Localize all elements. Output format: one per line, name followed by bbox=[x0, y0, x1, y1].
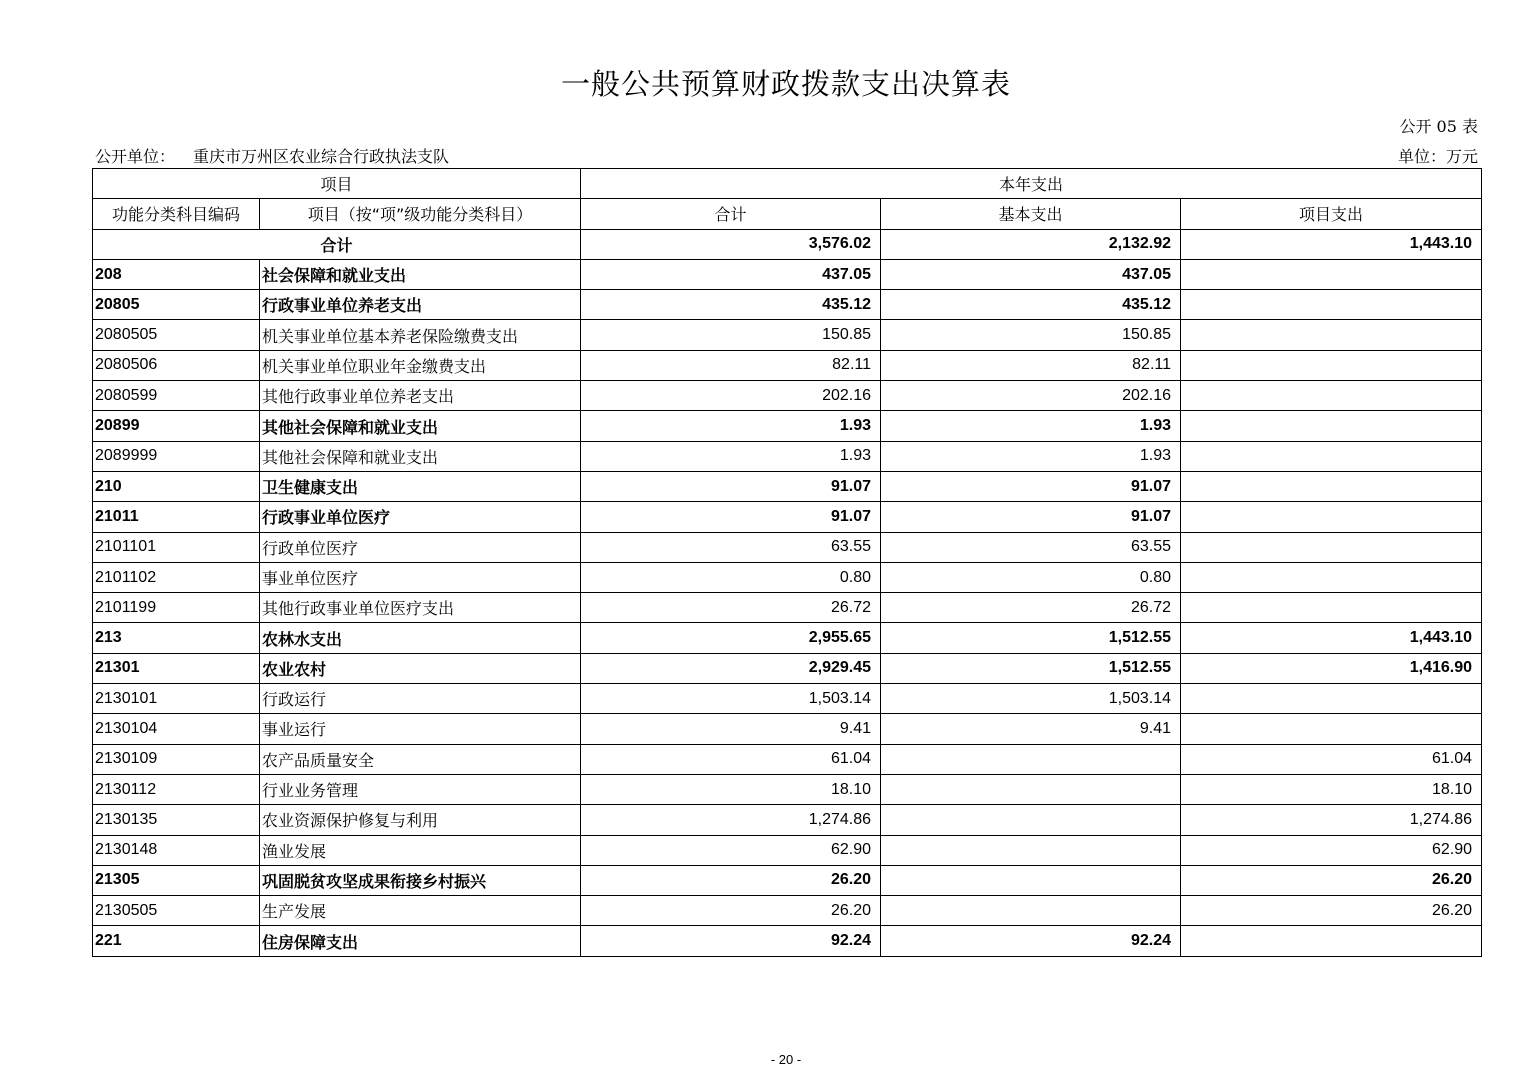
row-code: 21011 bbox=[93, 502, 260, 532]
total-row-basic: 2,132.92 bbox=[881, 229, 1181, 259]
row-code: 2080505 bbox=[93, 320, 260, 350]
table-row bbox=[93, 623, 1482, 653]
row-total: 1.93 bbox=[581, 441, 881, 471]
row-total: 91.07 bbox=[581, 471, 881, 501]
row-name: 社会保障和就业支出 bbox=[260, 259, 581, 289]
row-basic: 1,512.55 bbox=[881, 653, 1181, 683]
row-name: 渔业发展 bbox=[260, 835, 581, 865]
row-project bbox=[1181, 926, 1482, 956]
row-project bbox=[1181, 411, 1482, 441]
row-basic: 91.07 bbox=[881, 471, 1181, 501]
table-row bbox=[93, 411, 1482, 441]
row-total: 26.20 bbox=[581, 896, 881, 926]
row-name: 其他行政事业单位养老支出 bbox=[260, 381, 581, 411]
row-basic: 82.11 bbox=[881, 350, 1181, 380]
row-name: 其他行政事业单位医疗支出 bbox=[260, 593, 581, 623]
total-row-total: 3,576.02 bbox=[581, 229, 881, 259]
table-row bbox=[93, 774, 1482, 804]
table-row bbox=[93, 653, 1482, 683]
row-code: 20805 bbox=[93, 290, 260, 320]
row-name: 农林水支出 bbox=[260, 623, 581, 653]
row-code: 2130109 bbox=[93, 744, 260, 774]
row-total: 1,274.86 bbox=[581, 805, 881, 835]
row-name: 机关事业单位职业年金缴费支出 bbox=[260, 350, 581, 380]
row-project: 18.10 bbox=[1181, 774, 1482, 804]
row-name: 行业业务管理 bbox=[260, 774, 581, 804]
header-total: 合计 bbox=[581, 199, 881, 229]
row-name: 事业运行 bbox=[260, 714, 581, 744]
table-row bbox=[93, 532, 1482, 562]
row-code: 221 bbox=[93, 926, 260, 956]
row-total: 26.72 bbox=[581, 593, 881, 623]
table-row bbox=[93, 684, 1482, 714]
row-code: 2089999 bbox=[93, 441, 260, 471]
header-current-year: 本年支出 bbox=[581, 169, 1482, 199]
currency-unit: 单位：万元 bbox=[1397, 147, 1478, 166]
table-row bbox=[93, 926, 1482, 956]
row-code: 2130148 bbox=[93, 835, 260, 865]
row-total: 26.20 bbox=[581, 865, 881, 895]
row-project bbox=[1181, 593, 1482, 623]
row-basic bbox=[881, 774, 1181, 804]
table-row bbox=[93, 441, 1482, 471]
row-project bbox=[1181, 502, 1482, 532]
row-total: 91.07 bbox=[581, 502, 881, 532]
header-row-2 bbox=[93, 199, 1482, 229]
row-code: 2101101 bbox=[93, 532, 260, 562]
row-code: 208 bbox=[93, 259, 260, 289]
row-total: 1,503.14 bbox=[581, 684, 881, 714]
row-code: 2130101 bbox=[93, 684, 260, 714]
header-row-1 bbox=[93, 169, 1482, 199]
page-title: 一般公共预算财政拨款支出决算表 bbox=[560, 67, 1011, 101]
row-total: 9.41 bbox=[581, 714, 881, 744]
row-basic: 1,512.55 bbox=[881, 623, 1181, 653]
row-project: 26.20 bbox=[1181, 865, 1482, 895]
row-project bbox=[1181, 350, 1482, 380]
row-project bbox=[1181, 684, 1482, 714]
row-project: 1,443.10 bbox=[1181, 623, 1482, 653]
table-row bbox=[93, 896, 1482, 926]
row-basic bbox=[881, 744, 1181, 774]
row-name: 卫生健康支出 bbox=[260, 471, 581, 501]
row-basic: 1.93 bbox=[881, 441, 1181, 471]
row-total: 62.90 bbox=[581, 835, 881, 865]
reporting-unit bbox=[95, 144, 449, 167]
header-item: 项目 bbox=[93, 169, 581, 199]
form-number: 公开 05 表 bbox=[1399, 117, 1478, 136]
row-code: 2101102 bbox=[93, 562, 260, 592]
table-row bbox=[93, 502, 1482, 532]
row-project bbox=[1181, 259, 1482, 289]
row-name: 行政事业单位医疗 bbox=[260, 502, 581, 532]
table-row bbox=[93, 350, 1482, 380]
row-project: 26.20 bbox=[1181, 896, 1482, 926]
row-project bbox=[1181, 532, 1482, 562]
table-row bbox=[93, 562, 1482, 592]
row-basic: 150.85 bbox=[881, 320, 1181, 350]
row-name: 住房保障支出 bbox=[260, 926, 581, 956]
row-project bbox=[1181, 471, 1482, 501]
row-total: 92.24 bbox=[581, 926, 881, 956]
row-name: 行政单位医疗 bbox=[260, 532, 581, 562]
row-total: 61.04 bbox=[581, 744, 881, 774]
row-code: 2130135 bbox=[93, 805, 260, 835]
row-name: 生产发展 bbox=[260, 896, 581, 926]
row-basic bbox=[881, 896, 1181, 926]
row-total: 0.80 bbox=[581, 562, 881, 592]
row-code: 2130112 bbox=[93, 774, 260, 804]
row-name: 巩固脱贫攻坚成果衔接乡村振兴 bbox=[260, 865, 581, 895]
table-row bbox=[93, 259, 1482, 289]
table-row bbox=[93, 865, 1482, 895]
row-project: 61.04 bbox=[1181, 744, 1482, 774]
row-code: 21305 bbox=[93, 865, 260, 895]
row-basic: 1,503.14 bbox=[881, 684, 1181, 714]
row-name: 行政运行 bbox=[260, 684, 581, 714]
row-basic: 26.72 bbox=[881, 593, 1181, 623]
table-row bbox=[93, 471, 1482, 501]
header-code: 功能分类科目编码 bbox=[93, 199, 260, 229]
row-basic: 435.12 bbox=[881, 290, 1181, 320]
table-row bbox=[93, 320, 1482, 350]
row-basic bbox=[881, 865, 1181, 895]
row-name: 机关事业单位基本养老保险缴费支出 bbox=[260, 320, 581, 350]
row-name: 农产品质量安全 bbox=[260, 744, 581, 774]
row-project: 62.90 bbox=[1181, 835, 1482, 865]
row-total: 435.12 bbox=[581, 290, 881, 320]
row-basic: 202.16 bbox=[881, 381, 1181, 411]
row-basic: 437.05 bbox=[881, 259, 1181, 289]
row-basic: 0.80 bbox=[881, 562, 1181, 592]
row-basic: 1.93 bbox=[881, 411, 1181, 441]
row-total: 1.93 bbox=[581, 411, 881, 441]
row-basic bbox=[881, 835, 1181, 865]
row-code: 2080506 bbox=[93, 350, 260, 380]
row-code: 2080599 bbox=[93, 381, 260, 411]
row-name: 其他社会保障和就业支出 bbox=[260, 441, 581, 471]
row-code: 2130505 bbox=[93, 896, 260, 926]
expenditure-table bbox=[92, 168, 1482, 957]
row-project bbox=[1181, 290, 1482, 320]
table-row bbox=[93, 835, 1482, 865]
row-code: 213 bbox=[93, 623, 260, 653]
table-row bbox=[93, 381, 1482, 411]
row-project bbox=[1181, 562, 1482, 592]
row-code: 20899 bbox=[93, 411, 260, 441]
page-number: - 20 - bbox=[770, 1052, 802, 1067]
header-project: 项目支出 bbox=[1181, 199, 1482, 229]
row-basic: 92.24 bbox=[881, 926, 1181, 956]
row-name: 行政事业单位养老支出 bbox=[260, 290, 581, 320]
row-project: 1,416.90 bbox=[1181, 653, 1482, 683]
row-total: 63.55 bbox=[581, 532, 881, 562]
row-project bbox=[1181, 441, 1482, 471]
row-total: 82.11 bbox=[581, 350, 881, 380]
row-basic: 9.41 bbox=[881, 714, 1181, 744]
total-row-project: 1,443.10 bbox=[1181, 229, 1482, 259]
row-total: 202.16 bbox=[581, 381, 881, 411]
row-total: 2,929.45 bbox=[581, 653, 881, 683]
table-row bbox=[93, 290, 1482, 320]
row-total: 18.10 bbox=[581, 774, 881, 804]
row-total: 2,955.65 bbox=[581, 623, 881, 653]
row-project bbox=[1181, 320, 1482, 350]
table-row bbox=[93, 805, 1482, 835]
row-code: 210 bbox=[93, 471, 260, 501]
reporting-unit-name: 重庆市万州区农业综合行政执法支队 bbox=[193, 147, 450, 166]
table-row bbox=[93, 714, 1482, 744]
row-total: 437.05 bbox=[581, 259, 881, 289]
header-name: 项目（按“项”级功能分类科目） bbox=[260, 199, 581, 229]
row-name: 事业单位医疗 bbox=[260, 562, 581, 592]
header-basic: 基本支出 bbox=[881, 199, 1181, 229]
row-basic: 91.07 bbox=[881, 502, 1181, 532]
row-code: 21301 bbox=[93, 653, 260, 683]
row-project bbox=[1181, 381, 1482, 411]
row-basic: 63.55 bbox=[881, 532, 1181, 562]
row-code: 2130104 bbox=[93, 714, 260, 744]
row-basic bbox=[881, 805, 1181, 835]
total-row-label: 合计 bbox=[93, 229, 581, 259]
row-project: 1,274.86 bbox=[1181, 805, 1482, 835]
reporting-unit-label: 公开单位： bbox=[95, 147, 176, 166]
row-name: 农业农村 bbox=[260, 653, 581, 683]
row-name: 其他社会保障和就业支出 bbox=[260, 411, 581, 441]
row-total: 150.85 bbox=[581, 320, 881, 350]
table-row bbox=[93, 744, 1482, 774]
total-row bbox=[93, 229, 1482, 259]
row-project bbox=[1181, 714, 1482, 744]
row-name: 农业资源保护修复与利用 bbox=[260, 805, 581, 835]
table-row bbox=[93, 593, 1482, 623]
row-code: 2101199 bbox=[93, 593, 260, 623]
